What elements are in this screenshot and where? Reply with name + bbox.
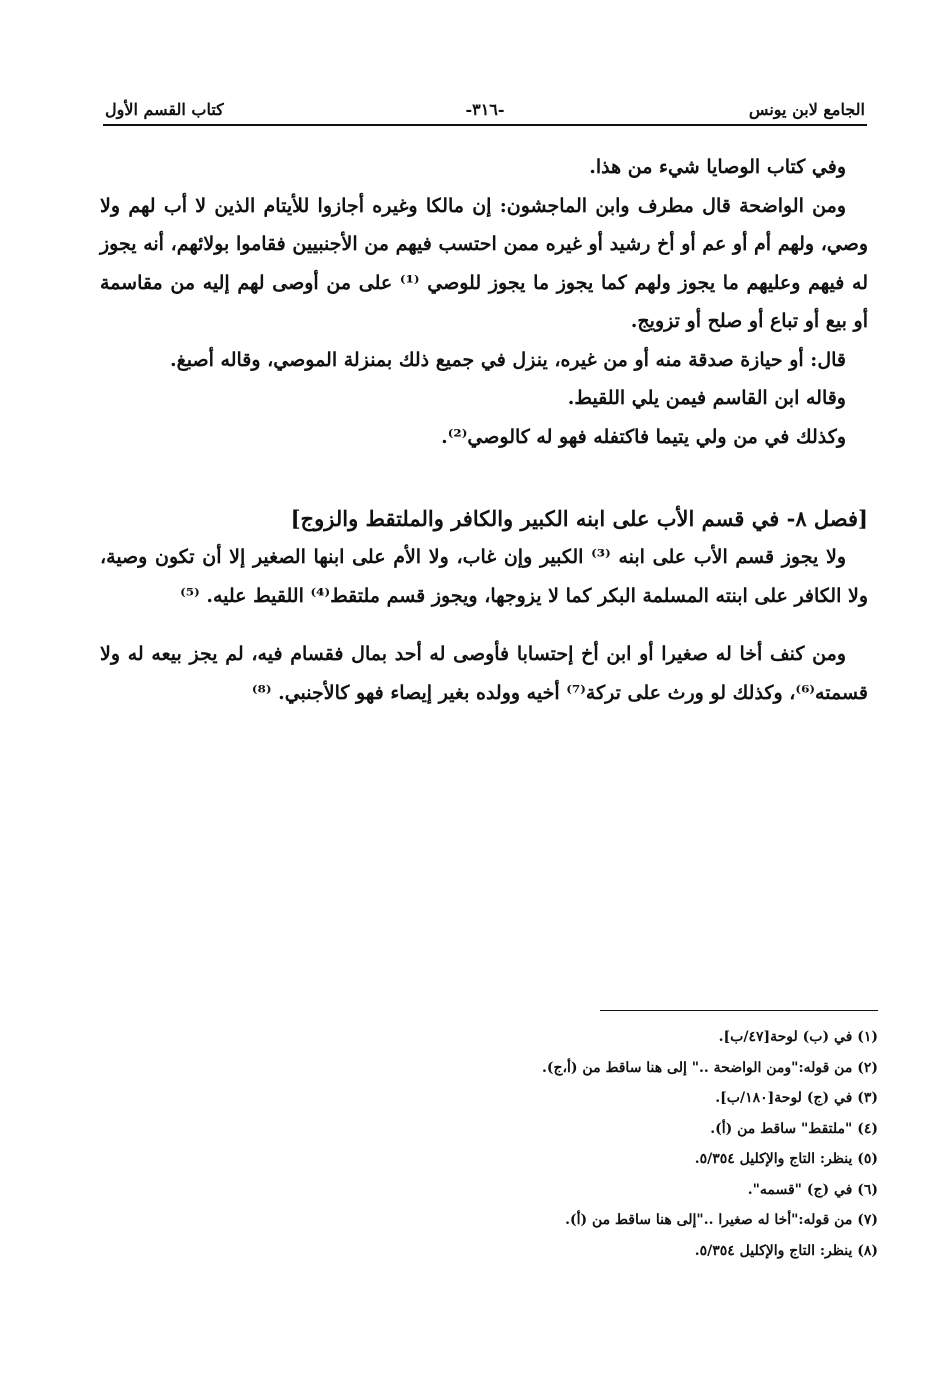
footnote-1: (١) في (ب) لوحة[٤٧/ب]. (718, 1029, 878, 1045)
footnote-6: (٦) في (ج) "قسمه". (747, 1181, 878, 1198)
footnote-separator (600, 1010, 878, 1011)
header-section-title: كتاب القسم الأول (105, 100, 224, 119)
section-heading: [فصل ٨- في قسم الأب على ابنه الكبير والكافر والملتقط والزوج] (290, 506, 868, 531)
paragraph-4: وقاله ابن القاسم فيمن يلي اللقيط. (567, 387, 846, 409)
footnote-2: (٢) من قوله:"ومن الواضحة .." إلى هنا ساقط من (أ،ج). (541, 1059, 878, 1076)
page-number: -٣١٦- (465, 100, 505, 119)
main-text (100, 148, 868, 712)
running-header (105, 94, 865, 124)
header-rule (103, 124, 867, 126)
paragraph-7: ومن كنف أخا له صغيرا أو ابن أخ إحتسابا فأوصى له أحد بمال فقسام فيه، لم يجز بيعه له ولا قسمته⁽⁶⁾، وكذلك لو ورث على تركة⁽⁷⁾ أخيه وولده بغير إيصاء فهو كالأجنبي. ⁽⁸⁾ (100, 643, 868, 704)
footnote-7: (٧) من قوله:"أخا له صغيرا .."إلى هنا ساقط من (أ). (565, 1212, 878, 1228)
paragraph-3: قال: أو حيازة صدقة منه أو من غيره، ينزل في جميع ذلك بمنزلة الموصي، وقاله أصبغ. (170, 348, 846, 371)
paragraph-6: ولا يجوز قسم الأب على ابنه ⁽³⁾ الكبير وإن غاب، ولا الأم على ابنها الصغير إلا أن تكون وصية، ولا الكافر على ابنته المسلمة البكر كما لا يزوجها، ويجوز قسم ملتقط⁽⁴⁾ اللقيط عليه. ⁽⁵⁾ (100, 546, 868, 607)
paragraph-2: ومن الواضحة قال مطرف وابن الماجشون: إن مالكا وغيره أجازوا للأيتام الذين لا أب لهم ولا وصي، ولهم أم أو عم أو أخ رشيد أو غيره ممن احتسب فيهم من الأجنبيين فقاموا بولائهم، أنه يجوز له فيهم وعليهم ما يجوز ولهم كما يجوز ما يجوز للوصي ⁽¹⁾ على من أوصى لهم إليه من مقاسمة أو بيع أو تباع أو صلح أو تزويج. (100, 194, 868, 332)
footnote-3: (٣) في (ج) لوحة[١٨٠/ب]. (715, 1090, 878, 1106)
paragraph-1: وفي كتاب الوصايا شيء من هذا. (589, 156, 846, 178)
paragraph-5: وكذلك في من ولي يتيما فاكتفله فهو له كالوصي⁽²⁾. (441, 425, 846, 448)
footnote-5: (٥) ينظر: التاج والإكليل ٥/٣٥٤. (694, 1151, 878, 1167)
header-book-title: الجامع لابن يونس (748, 100, 865, 119)
footnote-8: (٨) ينظر: التاج والإكليل ٥/٣٥٤. (694, 1242, 878, 1259)
footnotes-list (458, 1022, 878, 1266)
footnote-4: (٤) "ملتقط" ساقط من (أ). (710, 1120, 878, 1137)
